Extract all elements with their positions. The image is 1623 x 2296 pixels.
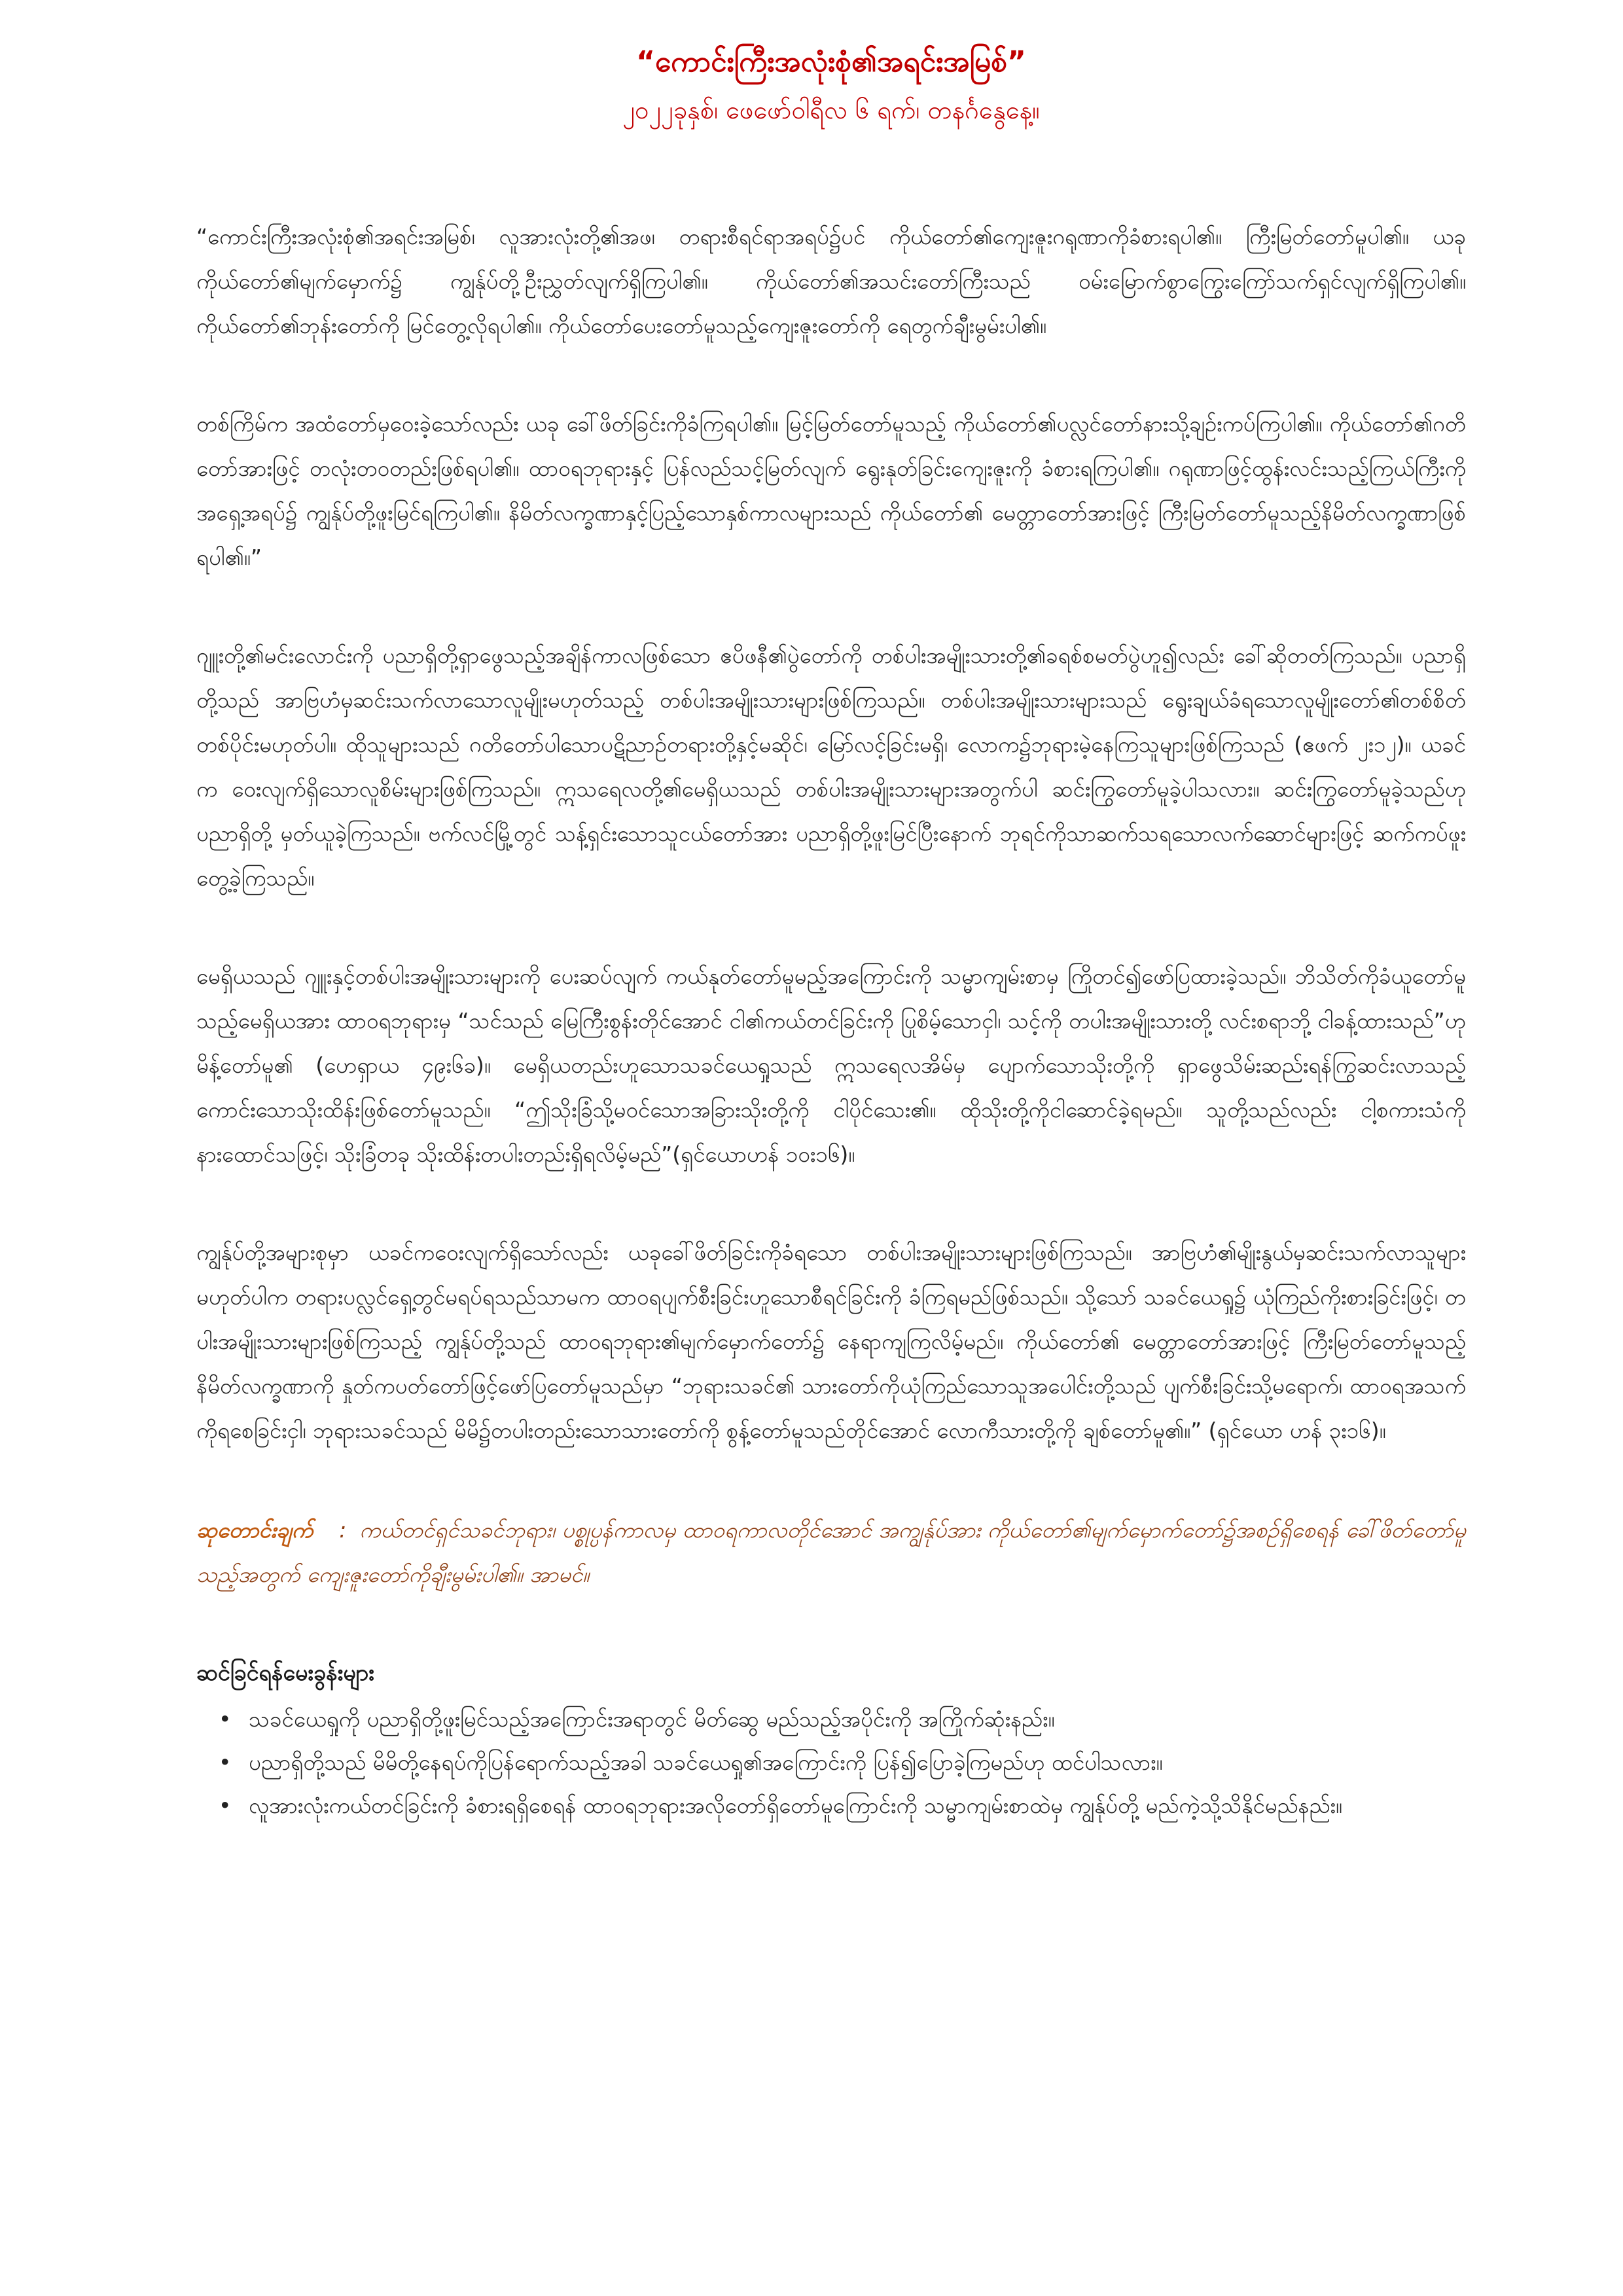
bullet-icon: • [219,1749,232,1775]
page-title: “ကောင်းကြီးအလုံးစုံ၏အရင်းအမြစ်” [636,45,1026,79]
questions-list [196,1698,1466,1827]
paragraph-2: တစ်ကြိမ်က အထံတော်မှဝေးခဲ့သော်လည်း ယခု ခေါ်ဖိတ်ခြင်းကိုခံကြရပါ၏။ မြင့်မြတ်တော်မူသည့် ကိုယ်တော်၏ပလ္လင်တော်နားသို့ချဉ်းကပ်ကြပါ၏။ ကိုယ်တော်၏ဂတိတော်အားဖြင့် တလုံးတဝတည်းဖြစ်ရပါ၏။ ထာဝရဘုရားနှင့် ပြန်လည်သင့်မြတ်လျက် ရွေးနုတ်ခြင်းကျေးဇူးကို ခံစားရကြပါ၏။ ဂရုဏာဖြင့်ထွန်းလင်းသည့်ကြယ်ကြီးကို အရှေ့အရပ်၌ ကျွန်ုပ်တို့ဖူးမြင်ရကြပါ၏။ နိမိတ်လက္ခဏာနှင့်ပြည့်သောနှစ်ကာလများသည် ကိုယ်တော်၏ မေတ္တာတော်အားဖြင့် ကြီးမြတ်တော်မူသည့်နိမိတ်လက္ခဏာဖြစ်ရပါ၏။” [196,411,1466,570]
prayer-text: ကယ်တင်ရှင်သခင်ဘုရား၊ ပစ္စုပ္ပန်ကာလမှ ထာဝရကာလတိုင်အောင် အကျွန်ုပ်အား ကိုယ်တော်၏မျက်မှောက်တော်၌အစဉ်ရှိစေရန် ခေါ်ဖိတ်တော်မူသည့်အတွက် ကျေးဇူးတော်ကိုချီးမွမ်းပါ၏။ အာမင်။ [196,1517,1466,1587]
paragraph-4: မေရှိယသည် ဂျူးနှင့်တစ်ပါးအမျိုးသားများကို ပေးဆပ်လျက် ကယ်နုတ်တော်မူမည့်အကြောင်းကို သမ္မာကျမ်းစာမှ ကြိုတင်၍ဖော်ပြထားခဲ့သည်။ ဘိသိတ်ကိုခံယူတော်မူသည့်မေရှိယအား ထာဝရဘုရားမှ “သင်သည် မြေကြီးစွန်းတိုင်အောင် ငါ၏ကယ်တင်ခြင်းကို ပြုစိမ့်သောငှါ၊ သင့်ကို တပါးအမျိုးသားတို့ လင်းစရာဘို့ ငါခန့်ထားသည်”ဟုမိန့်တော်မူ၏ (ဟေရှာယ ၄၉း၆ခ)။ မေရှိယတည်းဟူသောသခင်ယေရှုသည် ဣသရေလအိမ်မှ ပျောက်သောသိုးတို့ကို ရှာဖွေသိမ်းဆည်းရန်ကြွဆင်းလာသည့် ကောင်းသောသိုးထိန်းဖြစ်တော်မူသည်။ “ဤသိုးခြံသို့မဝင်သောအခြားသိုးတို့ကို ငါပိုင်သေး၏။ ထိုသိုးတို့ကိုငါဆောင်ခဲ့ရမည်။ သူတို့သည်လည်း ငါ့စကားသံကို နားထောင်သဖြင့်၊ သိုးခြံတခု သိုးထိန်းတပါးတည်းရှိရလိမ့်မည်”(ရှင်ယောဟန် ၁၀း၁၆)။ [196,963,1466,1167]
prayer-label: ဆုတောင်းချက် [196,1517,313,1543]
bullet-icon: • [219,1706,232,1732]
page-date: ၂၀၂၂ခုနှစ်၊ ဖေဖော်ဝါရီလ ၆ ရက်၊ တနင်္ဂနွေနေ့။ [622,96,1040,124]
prayer-separator: : [339,1517,347,1543]
paragraph-1: “ကောင်းကြီးအလုံးစုံ၏အရင်းအမြစ်၊ လူအားလုံးတို့၏အဖ၊ တရားစီရင်ရာအရပ်၌ပင် ကိုယ်တော်၏ကျေးဇူးဂရုဏာကိုခံစားရပါ၏။ ကြီးမြတ်တော်မူပါ၏။ ယခု ကိုယ်တော်၏မျက်မှောက်၌ ကျွန်ုပ်တို့ဦးညွှတ်လျက်ရှိကြပါ၏။ ကိုယ်တော်၏အသင်းတော်ကြီးသည် ဝမ်းမြောက်စွာကြွေးကြော်သက်ရှင်လျက်ရှိကြပါ၏။ ကိုယ်တော်၏ဘုန်းတော်ကို မြင်တွေ့လိုရပါ၏။ ကိုယ်တော်ပေးတော်မူသည့်ကျေးဇူးတော်ကို ရေတွက်ချီးမွမ်းပါ၏။ [196,224,1466,338]
question-text: သခင်ယေရှုကို ပညာရှိတို့ဖူးမြင်သည့်အကြောင်းအရာတွင် မိတ်ဆွေ မည်သည့်အပိုင်းကို အကြိုက်ဆုံးနည်း။ [249,1706,1055,1732]
questions-heading: ဆင်ခြင်ရန်မေးခွန်းများ [196,1660,374,1686]
question-item [196,1784,1466,1827]
prayer-block [196,1508,1466,1597]
bullet-icon: • [219,1793,232,1818]
paragraph-5: ကျွန်ုပ်တို့အများစုမှာ ယခင်ကဝေးလျက်ရှိသော်လည်း ယခုခေါ်ဖိတ်ခြင်းကိုခံရသော တစ်ပါးအမျိုးသားများဖြစ်ကြသည်။ အာဗြဟံ၏မျိုးနွယ်မှဆင်းသက်လာသူများမဟုတ်ပါက တရားပလ္လင်ရှေ့တွင်မရပ်ရသည်သာမက ထာဝရပျက်စီးခြင်းဟူသောစီရင်ခြင်းကို ခံကြရမည်ဖြစ်သည်။ သို့သော် သခင်ယေရှု၌ ယုံကြည်ကိုးစားခြင်းဖြင့်၊ တပါးအမျိုးသားများဖြစ်ကြသည့် ကျွန်ုပ်တို့သည် ထာဝရဘုရား၏မျက်မှောက်တော်၌ နေရာကျကြလိမ့်မည်။ ကိုယ်တော်၏ မေတ္တာတော်အားဖြင့် ကြီးမြတ်တော်မူသည့်နိမိတ်လက္ခဏာကို နှုတ်ကပတ်တော်ဖြင့်ဖော်ပြတော်မူသည်မှာ “ဘုရားသခင်၏ သားတော်ကိုယုံကြည်သောသူအပေါင်းတို့သည် ပျက်စီးခြင်းသို့မရောက်၊ ထာဝရအသက်ကိုရစေခြင်းငှါ၊ ဘုရားသခင်သည် မိမိ၌တပါးတည်းသောသားတော်ကို စွန့်တော်မူသည်တိုင်အောင် လောကီသားတို့ကို ချစ်တော်မူ၏။” (ရှင်ယော ဟန် ၃း၁၆)။ [196,1240,1466,1443]
paragraph-3: ဂျူးတို့၏မင်းလောင်းကို ပညာရှိတို့ရှာဖွေသည့်အချိန်ကာလဖြစ်သော ဧပိဖနီ၏ပွဲတော်ကို တစ်ပါးအမျိုးသားတို့၏ခရစ်စမတ်ပွဲဟူ၍လည်း ခေါ်ဆိုတတ်ကြသည်။ ပညာရှိတို့သည် အာဗြဟံမှဆင်းသက်လာသောလူမျိုးမဟုတ်သည့် တစ်ပါးအမျိုးသားများဖြစ်ကြသည်။ တစ်ပါးအမျိုးသားများသည် ရွေးချယ်ခံရသောလူမျိုးတော်၏တစ်စိတ်တစ်ပိုင်းမဟုတ်ပါ။ ထိုသူများသည် ဂတိတော်ပါသောပဋိညာဉ်တရားတို့နှင့်မဆိုင်၊ မြော်လင့်ခြင်းမရှိ၊ လောက၌ဘုရားမဲ့နေကြသူများဖြစ်ကြသည် (ဧဖက် ၂း၁၂)။ ယခင်က ဝေးလျက်ရှိသောလူစိမ်းများဖြစ်ကြသည်။ ဣသရေလတို့၏မေရှိယသည် တစ်ပါးအမျိုးသားများအတွက်ပါ ဆင်းကြွတော်မူခဲ့ပါသလား။ ဆင်းကြွတော်မူခဲ့သည်ဟု ပညာရှိတို့ မှတ်ယူခဲ့ကြသည်။ ဗက်လင်မြို့တွင် သန့်ရှင်းသောသူငယ်တော်အား ပညာရှိတို့ဖူးမြင်ပြီးနောက် ဘုရင်ကိုသာဆက်သရသောလက်ဆောင်များဖြင့် ဆက်ကပ်ဖူးတွေ့ခဲ့ကြသည်။ [196,643,1466,891]
question-text: ပညာရှိတို့သည် မိမိတို့နေရပ်ကိုပြန်ရောက်သည့်အခါ သခင်ယေရှု၏အကြောင်းကို ပြန်၍ပြောခဲ့ကြမည်ဟု ထင်ပါသလား။ [249,1749,1163,1775]
question-item [196,1741,1466,1784]
question-text: လူအားလုံးကယ်တင်ခြင်းကို ခံစားရရှိစေရန် ထာဝရဘုရားအလိုတော်ရှိတော်မူကြောင်းကို သမ္မာကျမ်းစာထဲမှ ကျွန်ုပ်တို့ မည်ကဲ့သို့သိနိုင်မည်နည်း။ [249,1793,1342,1818]
question-item [196,1698,1466,1741]
